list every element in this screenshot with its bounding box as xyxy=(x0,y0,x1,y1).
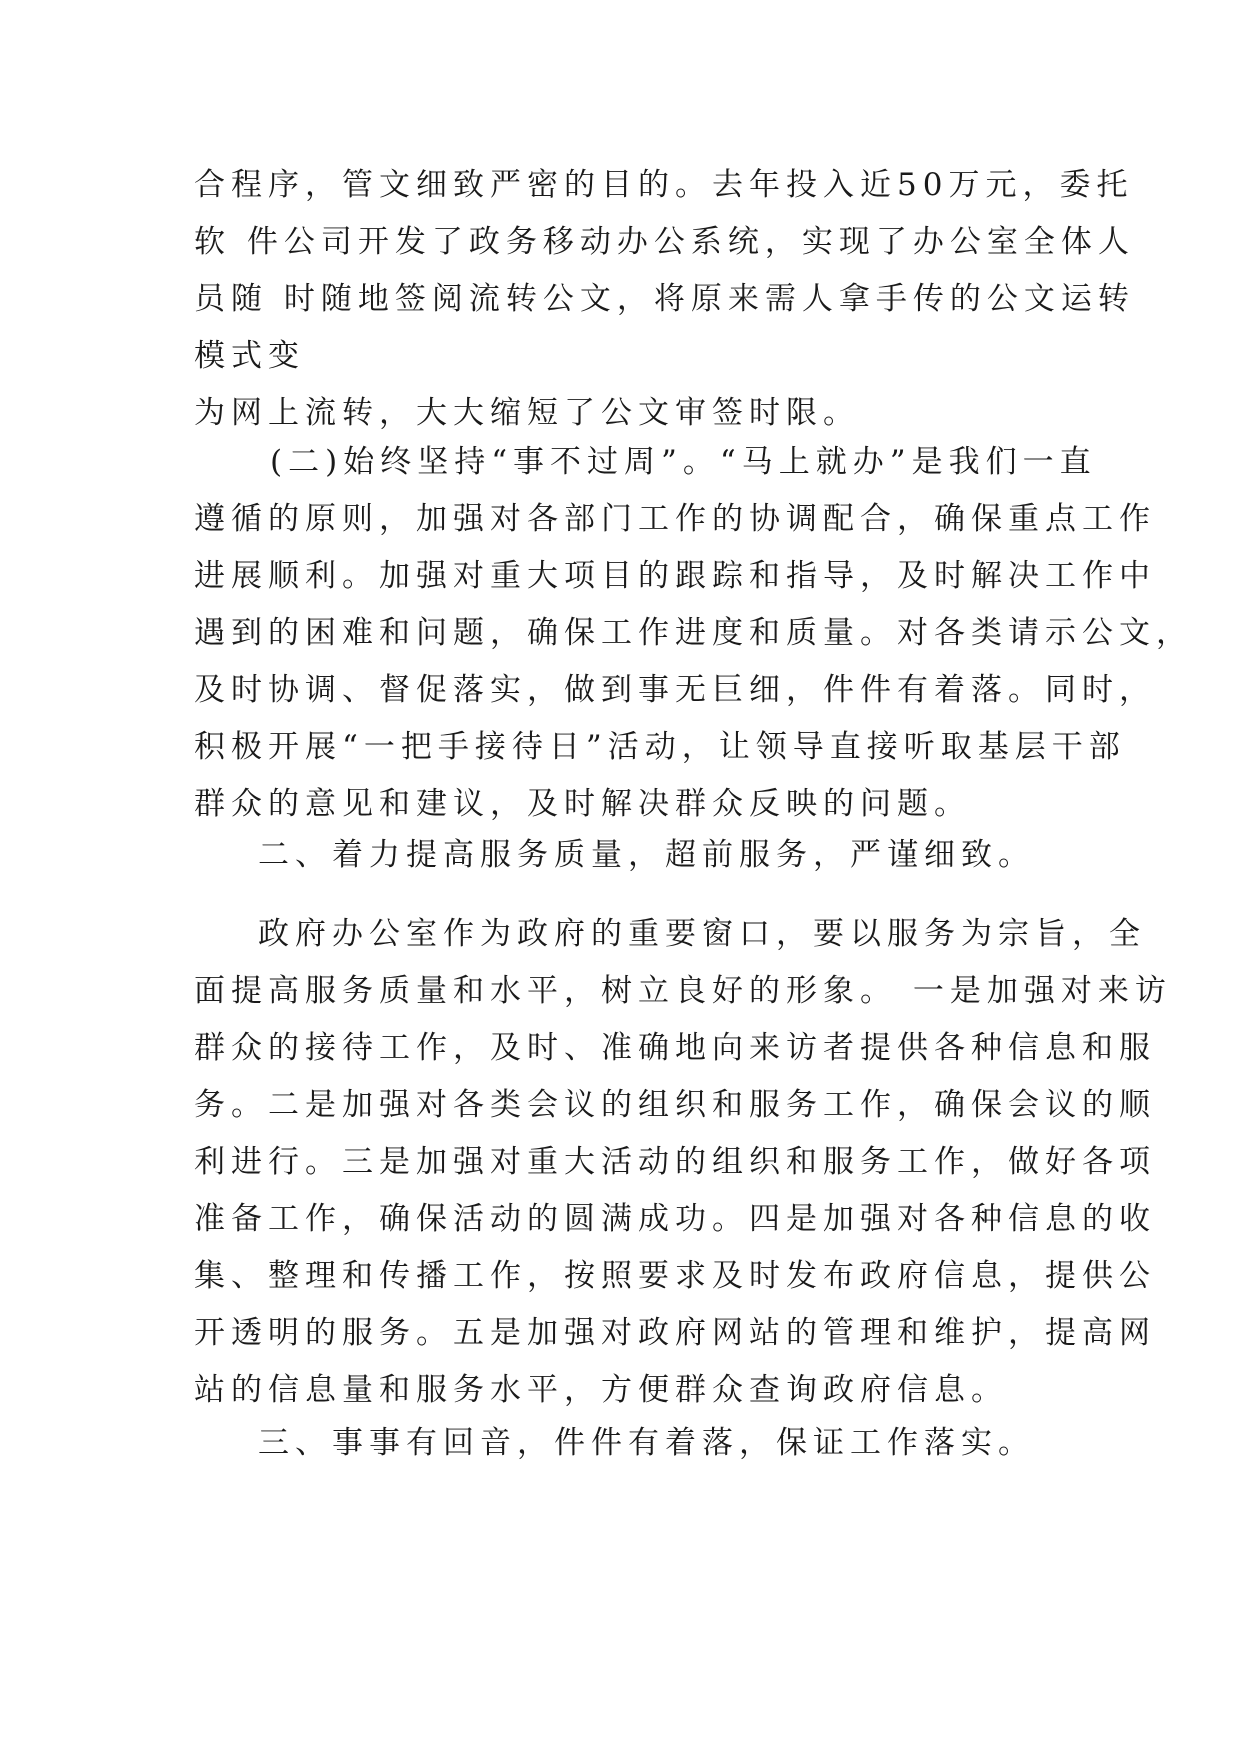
text-line: 遇到的困难和问题，确保工作进度和质量。对各类请示公文， xyxy=(194,615,1193,651)
section-heading: 三、事事有回音，件件有着落，保证工作落实。 xyxy=(258,1425,1035,1461)
text-line: 及时协调、督促落实，做到事无巨细，件件有着落。同时， xyxy=(194,672,1156,708)
text-line: (二)始终坚持“事不过周”。“马上就办”是我们一直 xyxy=(270,444,1097,480)
text-line: 进展顺利。加强对重大项目的跟踪和指导，及时解决工作中 xyxy=(194,558,1156,594)
text-line: 政府办公室作为政府的重要窗口，要以服务为宗旨，全 xyxy=(258,916,1146,952)
text-line: 利进行。三是加强对重大活动的组织和服务工作，做好各项 xyxy=(194,1144,1156,1180)
text-line: 面提高服务质量和水平，树立良好的形象。 一是加强对来访 xyxy=(194,973,1172,1009)
paragraph-2 xyxy=(194,434,1193,833)
text-line: 模式变 xyxy=(194,338,305,374)
text-line: 群众的接待工作，及时、准确地向来访者提供各种信息和服 xyxy=(194,1030,1156,1066)
text-line: 准备工作，确保活动的圆满成功。四是加强对各种信息的收 xyxy=(194,1201,1156,1237)
text-line: 积极开展“一把手接待日”活动，让领导直接听取基层干部 xyxy=(194,729,1126,765)
text-line: 开透明的服务。五是加强对政府网站的管理和维护，提高网 xyxy=(194,1315,1156,1351)
paragraph-3 xyxy=(194,906,1172,1419)
text-line: 集、整理和传播工作，按照要求及时发布政府信息，提供公 xyxy=(194,1258,1156,1294)
text-line: 为网上流转，大大缩短了公文审签时限。 xyxy=(194,395,860,431)
section-heading-2 xyxy=(194,827,1054,884)
text-line: 群众的意见和建议，及时解决群众反映的问题。 xyxy=(194,786,971,822)
text-line: 员随 时随地签阅流转公文，将原来需人拿手传的公文运转 xyxy=(194,281,1135,317)
text-line: 遵循的原则，加强对各部门工作的协调配合，确保重点工作 xyxy=(194,501,1156,537)
section-heading: 二、着力提高服务质量，超前服务，严谨细致。 xyxy=(258,837,1035,873)
text-line: 务。二是加强对各类会议的组织和服务工作，确保会议的顺 xyxy=(194,1087,1156,1123)
section-heading-3 xyxy=(194,1415,1054,1472)
text-line: 软 件公司开发了政务移动办公系统，实现了办公室全体人 xyxy=(194,224,1135,260)
carry-over-paragraph xyxy=(194,157,1135,442)
text-line: 合程序，管文细致严密的目的。去年投入近50万元，委托 xyxy=(194,167,1134,203)
text-line: 站的信息量和服务水平，方便群众查询政府信息。 xyxy=(194,1372,1008,1408)
